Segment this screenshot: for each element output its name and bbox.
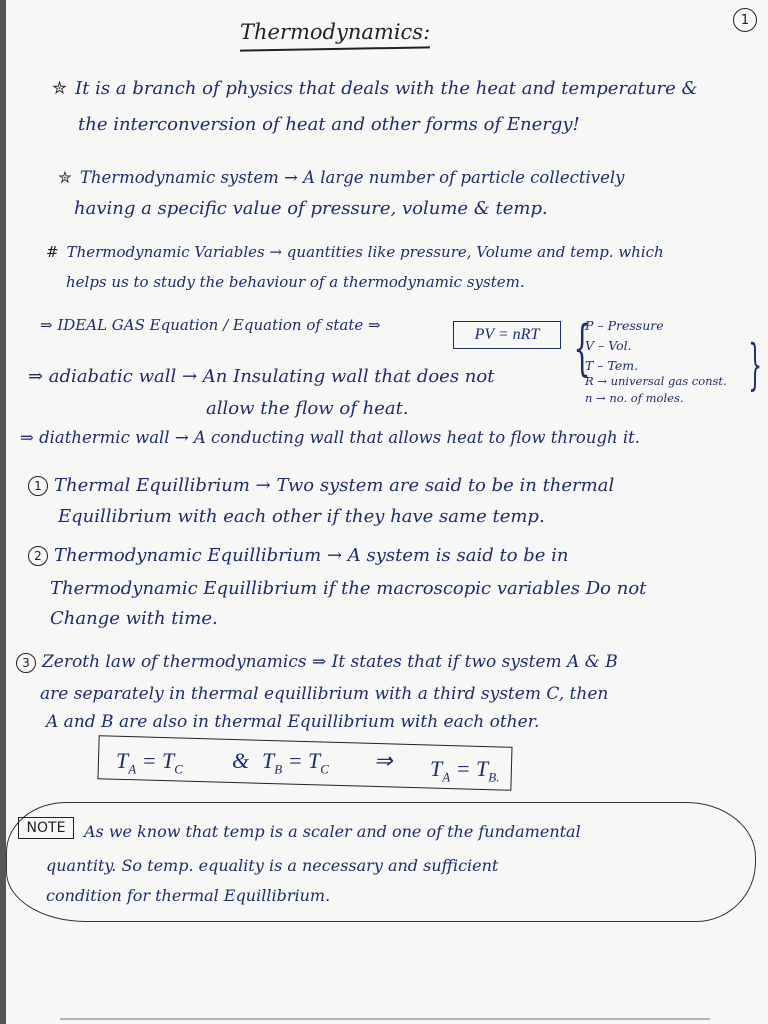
- page-title: Thermodynamics:: [240, 20, 431, 44]
- legend-item: R → universal gas const.: [585, 374, 727, 388]
- legend-item: T – Tem.: [585, 358, 639, 373]
- number-badge: 1: [28, 476, 48, 496]
- thermo-eq-line-3: Change with time.: [50, 608, 218, 629]
- ideal-gas-text: ⇒ IDEAL GAS Equation / Equation of state ⇒: [40, 316, 381, 334]
- system-line-2: having a specific value of pressure, volume & temp.: [74, 198, 548, 219]
- legend-item: V – Vol.: [585, 338, 632, 353]
- star-icon: ✮: [52, 78, 68, 99]
- thermal-eq-line-1: 1 Thermal Equillibrium → Two system are said to be in thermal: [28, 475, 614, 496]
- equation-and: &: [232, 748, 250, 773]
- adiabatic-line-1: ⇒ adiabatic wall → An Insulating wall that does not: [28, 366, 495, 387]
- variables-line-1: # Thermodynamic Variables → quantities like pressure, Volume and temp. which: [46, 243, 664, 261]
- ideal-gas-formula: PV = nRT: [453, 321, 561, 349]
- variables-line-2: helps us to study the behaviour of a thermodynamic system.: [66, 273, 525, 291]
- page-number: 1: [733, 8, 757, 32]
- note-line-1: As we know that temp is a scaler and one of the fundamental: [84, 822, 581, 841]
- intro-line-1: ✮ It is a branch of physics that deals with the heat and temperature &: [52, 78, 698, 99]
- left-brace: {: [573, 313, 591, 383]
- number-badge: 3: [16, 653, 36, 673]
- zeroth-law-line-3: A and B are also in thermal Equillibrium with each other.: [46, 712, 540, 732]
- note-label: NOTE: [18, 817, 74, 839]
- adiabatic-line-2: allow the flow of heat.: [206, 398, 409, 419]
- hash-icon: #: [46, 243, 59, 261]
- note-line-2: quantity. So temp. equality is a necessary and sufficient: [46, 856, 499, 875]
- equation-implies: ⇒: [374, 748, 393, 773]
- zeroth-law-line-2: are separately in thermal equillibrium with a third system C, then: [40, 684, 609, 704]
- equation-tb-tc: $T_B = T_C$: [262, 748, 329, 777]
- intro-line-2: the interconversion of heat and other forms of Energy!: [78, 114, 580, 135]
- note-line-3: condition for thermal Equillibrium.: [46, 886, 331, 905]
- number-badge: 2: [28, 546, 48, 566]
- legend-item: P – Pressure: [585, 318, 664, 333]
- system-line-1: ✮ Thermodynamic system → A large number of particle collectively: [58, 168, 625, 187]
- diathermic-line-1: ⇒ diathermic wall → A conducting wall that allows heat to flow through it.: [20, 428, 641, 447]
- legend-item: n → no. of moles.: [585, 391, 684, 405]
- thermal-eq-line-2: Equillibrium with each other if they have same temp.: [58, 506, 545, 527]
- title-underline: [240, 46, 430, 51]
- zeroth-law-line-1: 3 Zeroth law of thermodynamics ⇒ It states that if two system A & B: [16, 652, 618, 673]
- page-bottom-line: [60, 1018, 710, 1020]
- right-brace: }: [748, 333, 763, 396]
- star-icon: ✮: [58, 168, 72, 187]
- thermo-eq-line-2: Thermodynamic Equillibrium if the macroscopic variables Do not: [50, 578, 647, 599]
- equation-ta-tb: $T_A = T_{B.}$: [430, 756, 500, 785]
- thermo-eq-line-1: 2 Thermodynamic Equillibrium → A system is said to be in: [28, 545, 569, 566]
- equation-ta-tc: $T_A = T_C$: [116, 748, 183, 777]
